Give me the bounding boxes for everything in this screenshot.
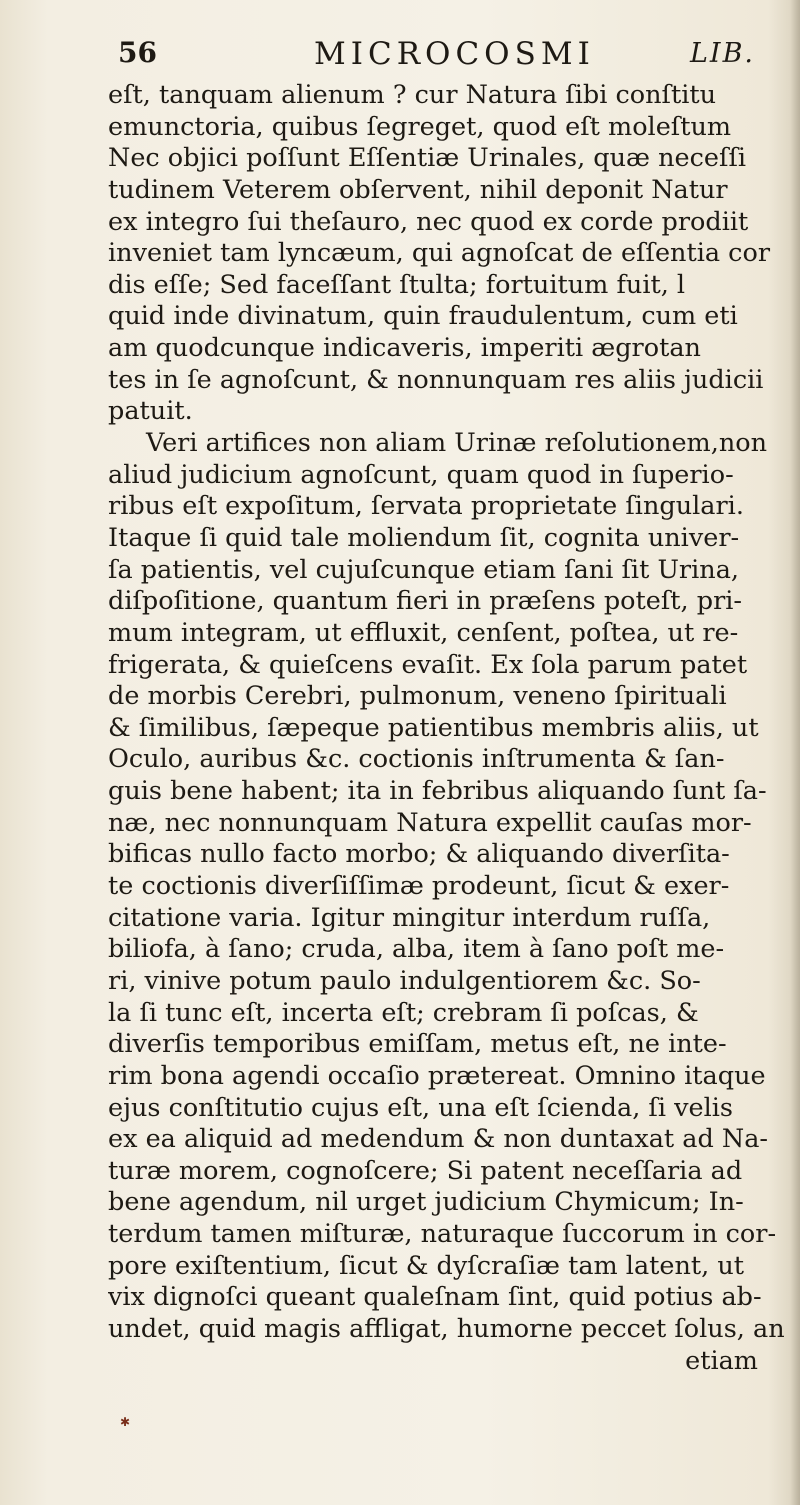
- text-line: frigerata, & quieſcens evaſit. Ex ſola parum patet: [108, 649, 748, 680]
- text-line: Oculo, auribus &c. coctionis inſtrumenta & ſan-: [108, 744, 725, 775]
- book-reference: LIB.: [690, 38, 756, 69]
- text-line: inveniet tam lyncæum, qui agnoſcat de eſſentia cor: [108, 238, 771, 269]
- body-text: [108, 80, 798, 1377]
- text-line: dis eſſe; Sed faceſſant ſtulta; fortuitum fuit, l: [108, 269, 686, 300]
- text-line: ſa patientis, vel cujuſcunque etiam ſani ſit Urina,: [108, 554, 740, 585]
- text-line: bene agendum, nil urget judicium Chymicum; In-: [108, 1187, 744, 1218]
- text-line: citatione varia. Igitur mingitur interdum ruſſa,: [108, 902, 711, 933]
- text-line: ri, vinive potum paulo indulgentiorem &c. So-: [108, 965, 701, 996]
- text-line: ex ea aliquid ad medendum & non duntaxat ad Na-: [108, 1124, 769, 1155]
- text-line: turæ morem, cognoſcere; Si patent neceſſaria ad: [108, 1155, 743, 1186]
- text-line: pore exiſtentium, ſicut & dyſcraſiæ tam latent, ut: [108, 1250, 745, 1281]
- text-line: Nec objici poſſunt Eſſentiæ Urinales, quæ neceſſi: [108, 143, 747, 174]
- catchword: etiam: [685, 1345, 758, 1376]
- text-line: diſpoſitione, quantum fieri in præſens poteſt, pri-: [108, 586, 743, 617]
- text-line: terdum tamen miſturæ, naturaque ſuccorum in cor-: [108, 1219, 777, 1250]
- text-line: undet, quid magis affligat, humorne peccet ſolus, an: [108, 1313, 785, 1344]
- page-header: [118, 36, 798, 82]
- text-line: næ, nec nonnunquam Natura expellit cauſas mor-: [108, 807, 752, 838]
- text-line: guis bene habent; ita in febribus aliquando ſunt ſa-: [108, 776, 767, 807]
- text-line: rim bona agendi occaſio prætereat. Omnino itaque: [108, 1060, 766, 1091]
- page-number: 56: [118, 36, 157, 69]
- text-line: mum integram, ut effluxit, cenſent, poſtea, ut re-: [108, 617, 739, 648]
- text-line: la ſi tunc eſt, incerta eſt; crebram ſi poſcas, &: [108, 997, 699, 1028]
- text-line: emunctoria, quibus ſegreget, quod eſt moleſtum: [108, 111, 732, 142]
- text-line: Itaque ſi quid tale moliendum ſit, cognita univer-: [108, 522, 740, 553]
- text-line: patuit.: [108, 396, 193, 427]
- ink-blot-ornament: ✱: [120, 1415, 131, 1429]
- text-line: quid inde divinatum, quin fraudulentum, cum eti: [108, 301, 738, 332]
- running-title: MICROCOSMI: [314, 36, 595, 72]
- text-line: de morbis Cerebri, pulmonum, veneno ſpirituali: [108, 681, 727, 712]
- paragraph-start-line: Veri artifices non aliam Urinæ reſolutionem,non: [146, 428, 768, 459]
- text-line: biliofa, à ſano; cruda, alba, item à ſano poſt me-: [108, 934, 725, 965]
- text-line: tudinem Veterem obſervent, nihil deponit Natur: [108, 174, 728, 205]
- text-line: vix dignoſci queant qualeſnam ſint, quid potius ab-: [108, 1282, 762, 1313]
- text-line: am quodcunque indicaveris, imperiti ægrotan: [108, 333, 701, 364]
- text-line: tes in ſe agnoſcunt, & nonnunquam res aliis judicii: [108, 364, 764, 395]
- text-line: & ſimilibus, ſæpeque patientibus membris aliis, ut: [108, 712, 759, 743]
- page-edge-shadow: [790, 0, 800, 1505]
- text-line: te coctionis diverſiſſimæ prodeunt, ſicut & exer-: [108, 871, 730, 902]
- text-line: diverſis temporibus emiſſam, metus eſt, ne inte-: [108, 1029, 727, 1060]
- text-line: bificas nullo facto morbo; & aliquando diverſita-: [108, 839, 730, 870]
- text-line: aliud judicium agnoſcunt, quam quod in ſuperio-: [108, 459, 734, 490]
- text-line: ejus conſtitutio cujus eſt, una eſt ſcienda, ſi velis: [108, 1092, 734, 1123]
- text-line: eſt, tanquam alienum ? cur Natura ſibi conſtitu: [108, 80, 717, 110]
- text-line: ex integro ſui theſauro, nec quod ex corde prodiit: [108, 206, 749, 237]
- text-line: ribus eſt expoſitum, ſervata proprietate ſingulari.: [108, 491, 744, 522]
